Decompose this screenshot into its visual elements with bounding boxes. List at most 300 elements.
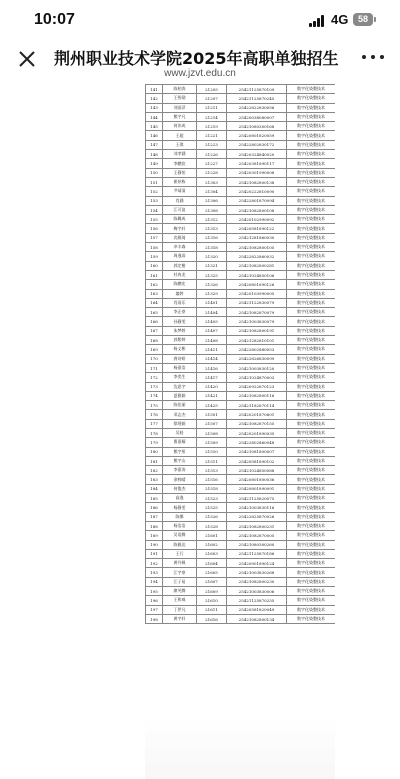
- student-name: 黄丹枫: [163, 559, 197, 568]
- major: 数字化染整技术: [287, 410, 336, 419]
- table-row: [146, 131, 336, 140]
- student-name: 杨浩浩: [163, 521, 197, 530]
- table-row: [146, 224, 336, 233]
- registration-id: 25421125870255: [227, 596, 287, 605]
- table-row: [146, 280, 336, 289]
- row-number: 195: [146, 587, 163, 596]
- student-name: 余梓晴: [163, 475, 197, 484]
- student-name: 熊宇山: [163, 456, 197, 465]
- exam-number: 21304: [197, 187, 227, 196]
- row-number: 144: [146, 112, 163, 121]
- exam-number: 21518: [197, 484, 227, 493]
- exam-number: 21508: [197, 428, 227, 437]
- exam-number: 21416: [197, 363, 227, 372]
- table-row: [146, 512, 336, 521]
- student-name: 陈柏涛: [163, 85, 197, 94]
- table-row: [146, 531, 336, 540]
- student-name: 刘孝涵: [163, 150, 197, 159]
- exam-number: 21214: [197, 112, 227, 121]
- table-row: [146, 196, 336, 205]
- table-row: [146, 484, 336, 493]
- table-row: [146, 270, 336, 279]
- exam-number: 21610: [197, 596, 227, 605]
- row-number: 188: [146, 521, 163, 530]
- student-name: 翁婷: [163, 289, 197, 298]
- student-name: 周逸雨: [163, 252, 197, 261]
- student-name: 杨静雯: [163, 503, 197, 512]
- table-row: [146, 363, 336, 372]
- student-name: 李鹏宸: [163, 159, 197, 168]
- battery-icon: 58: [353, 13, 373, 26]
- student-name: 刘雨萍: [163, 103, 197, 112]
- major: 数字化染整技术: [287, 103, 336, 112]
- major: 数字化染整技术: [287, 512, 336, 521]
- major: 数字化染整技术: [287, 233, 336, 242]
- exam-number: 21408: [197, 336, 227, 345]
- registration-id: 25421122830079: [227, 298, 287, 307]
- row-number: 156: [146, 224, 163, 233]
- exam-number: 21207: [197, 94, 227, 103]
- page-title: 荆州职业技术学院2025年高职单独招生: [54, 49, 339, 68]
- table-row: [146, 410, 336, 419]
- student-name: 杨义彬: [163, 345, 197, 354]
- row-number: 162: [146, 280, 163, 289]
- major: 数字化染整技术: [287, 85, 336, 94]
- student-name: 李奕生: [163, 373, 197, 382]
- major: 数字化染整技术: [287, 345, 336, 354]
- major: 数字化染整技术: [287, 131, 336, 140]
- exam-number: 21417: [197, 373, 227, 382]
- major: 数字化染整技术: [287, 373, 336, 382]
- registration-id: 25421003830268: [227, 568, 287, 577]
- exam-number: 21313: [197, 224, 227, 233]
- major: 数字化染整技术: [287, 401, 336, 410]
- table-row: [146, 382, 336, 391]
- exam-number: 21405: [197, 317, 227, 326]
- signal-icon: [309, 15, 326, 27]
- registration-id: 25421082800230: [227, 577, 287, 586]
- registration-id: 25421003830120: [227, 363, 287, 372]
- student-name: 江可谊: [163, 205, 197, 214]
- registration-id: 25421080300260: [227, 540, 287, 549]
- registration-id: 25421182870114: [227, 401, 287, 410]
- exam-number: 21601: [197, 531, 227, 540]
- student-name: 吴桂: [163, 428, 197, 437]
- row-number: 153: [146, 196, 163, 205]
- exam-number: 21308: [197, 205, 227, 214]
- row-number: 189: [146, 531, 163, 540]
- student-name: 陈雅达: [163, 540, 197, 549]
- major: 数字化染整技术: [287, 317, 336, 326]
- registration-id: 25420301990008: [227, 168, 287, 177]
- row-number: 148: [146, 150, 163, 159]
- exam-number: 21221: [197, 131, 227, 140]
- row-number: 198: [146, 614, 163, 623]
- major: 数字化染整技术: [287, 196, 336, 205]
- registration-id: 25422826830099: [227, 354, 287, 363]
- table-row: [146, 494, 336, 503]
- student-name: 卓丰森: [163, 243, 197, 252]
- row-number: 141: [146, 85, 163, 94]
- table-row: [146, 168, 336, 177]
- student-name: 王智勋: [163, 94, 197, 103]
- registration-id: 25421082800281: [227, 261, 287, 270]
- student-name: 吴语腾: [163, 531, 197, 540]
- row-number: 191: [146, 549, 163, 558]
- major: 数字化染整技术: [287, 475, 336, 484]
- registration-id: 25420901890124: [227, 559, 287, 568]
- row-number: 168: [146, 336, 163, 345]
- table-row: [146, 233, 336, 242]
- exam-number: 21510: [197, 447, 227, 456]
- major: 数字化染整技术: [287, 447, 336, 456]
- student-name: 曹嘉耀: [163, 438, 197, 447]
- exam-number: 21509: [197, 438, 227, 447]
- registration-id: 25420222810090: [227, 187, 287, 196]
- registration-id: 25422822830056: [227, 103, 287, 112]
- registration-id: 25420801800036: [227, 475, 287, 484]
- table-row: [146, 177, 336, 186]
- major: 数字化染整技术: [287, 577, 336, 586]
- table-row: [146, 503, 336, 512]
- registration-id: 25421003830079: [227, 317, 287, 326]
- exam-number: 21320: [197, 252, 227, 261]
- table-row: [146, 252, 336, 261]
- exam-number: 21501: [197, 410, 227, 419]
- exam-number: 21607: [197, 577, 227, 586]
- table-row: [146, 336, 336, 345]
- exam-number: 21616: [197, 614, 227, 623]
- major: 数字化染整技术: [287, 596, 336, 605]
- major: 数字化染整技术: [287, 531, 336, 540]
- exam-number: 21326: [197, 280, 227, 289]
- row-number: 193: [146, 568, 163, 577]
- exam-number: 21318: [197, 243, 227, 252]
- student-name: 邓志杰: [163, 410, 197, 419]
- table-row: [146, 298, 336, 307]
- registration-id: 25421125870186: [227, 549, 287, 558]
- student-name: 杜冉龙: [163, 270, 197, 279]
- table-row: [146, 614, 336, 623]
- registration-id: 25421003830116: [227, 503, 287, 512]
- row-number: 180: [146, 447, 163, 456]
- table-row: [146, 215, 336, 224]
- row-number: 197: [146, 605, 163, 614]
- table-row: [146, 401, 336, 410]
- table-row: [146, 308, 336, 317]
- table-row: [146, 559, 336, 568]
- document-image: [145, 84, 335, 779]
- student-name: 杨嘉浩: [163, 363, 197, 372]
- table-row: [146, 428, 336, 437]
- table-row: [146, 521, 336, 530]
- registration-id: 25421082870079: [227, 308, 287, 317]
- table-row: [146, 345, 336, 354]
- table-row: [146, 587, 336, 596]
- row-number: 146: [146, 131, 163, 140]
- exam-number: 21219: [197, 122, 227, 131]
- student-name: 郭定楷: [163, 261, 197, 270]
- exam-number: 21228: [197, 168, 227, 177]
- table-row: [146, 140, 336, 149]
- table-row: [146, 326, 336, 335]
- registration-id: 25421125870109: [227, 85, 287, 94]
- student-name: 王行: [163, 549, 197, 558]
- major: 数字化染整技术: [287, 540, 336, 549]
- exam-number: 21211: [197, 103, 227, 112]
- exam-number: 21603: [197, 549, 227, 558]
- registration-id: 25420922870123: [227, 382, 287, 391]
- major: 数字化染整技术: [287, 568, 336, 577]
- registration-id: 25421024870003: [227, 373, 287, 382]
- table-row: [146, 540, 336, 549]
- row-number: 176: [146, 410, 163, 419]
- table-row: [146, 159, 336, 168]
- row-number: 196: [146, 596, 163, 605]
- row-number: 169: [146, 345, 163, 354]
- exam-number: 21329: [197, 289, 227, 298]
- more-dots-icon[interactable]: [360, 52, 386, 62]
- registration-id: 25420381890117: [227, 159, 287, 168]
- table-row: [146, 354, 336, 363]
- registration-id: 25421082870155: [227, 419, 287, 428]
- row-number: 152: [146, 187, 163, 196]
- major: 数字化染整技术: [287, 419, 336, 428]
- table-row: [146, 205, 336, 214]
- registration-id: 25421125820075: [227, 494, 287, 503]
- exam-number: 21516: [197, 475, 227, 484]
- registration-id: 25420801890091: [227, 484, 287, 493]
- major: 数字化染整技术: [287, 159, 336, 168]
- row-number: 147: [146, 140, 163, 149]
- row-number: 159: [146, 252, 163, 261]
- exam-number: 21511: [197, 456, 227, 465]
- major: 数字化染整技术: [287, 559, 336, 568]
- student-name: 王琪: [163, 140, 197, 149]
- row-number: 150: [146, 168, 163, 177]
- major: 数字化染整技术: [287, 382, 336, 391]
- registration-id: 25420581820049: [227, 605, 287, 614]
- major: 数字化染整技术: [287, 280, 336, 289]
- major: 数字化染整技术: [287, 215, 336, 224]
- major: 数字化染整技术: [287, 391, 336, 400]
- exam-number: 21421: [197, 391, 227, 400]
- status-bar: [0, 0, 400, 44]
- exam-number: 21401: [197, 298, 227, 307]
- major: 数字化染整技术: [287, 289, 336, 298]
- exam-number: 21605: [197, 568, 227, 577]
- major: 数字化染整技术: [287, 428, 336, 437]
- registration-id: 25422802860048: [227, 438, 287, 447]
- row-number: 173: [146, 382, 163, 391]
- major: 数字化染整技术: [287, 122, 336, 131]
- table-row: [146, 112, 336, 121]
- exam-number: 21513: [197, 466, 227, 475]
- row-number: 179: [146, 438, 163, 447]
- major: 数字化染整技术: [287, 484, 336, 493]
- exam-number: 21411: [197, 345, 227, 354]
- table-row: [146, 289, 336, 298]
- student-name: 江子易: [163, 577, 197, 586]
- student-name: 夏雅娟: [163, 391, 197, 400]
- major: 数字化染整技术: [287, 243, 336, 252]
- registration-id: 25421081800007: [227, 447, 287, 456]
- exam-number: 21226: [197, 150, 227, 159]
- browser-nav-bar: [0, 44, 400, 84]
- student-name: 熊宇彤: [163, 447, 197, 456]
- registration-id: 25420324840020: [227, 150, 287, 159]
- major: 数字化染整技术: [287, 177, 336, 186]
- major: 数字化染整技术: [287, 140, 336, 149]
- exam-number: 21325: [197, 270, 227, 279]
- registration-id: 25420581890122: [227, 224, 287, 233]
- student-name: 崔炫栋: [163, 177, 197, 186]
- registration-id: 25421082800134: [227, 614, 287, 623]
- registration-id: 25421082800108: [227, 205, 287, 214]
- table-row: [146, 85, 336, 94]
- row-number: 163: [146, 289, 163, 298]
- exam-number: 21404: [197, 308, 227, 317]
- exam-number: 21303: [197, 177, 227, 186]
- registration-id: 25422802880053: [227, 345, 287, 354]
- table-row: [146, 456, 336, 465]
- admission-table: [145, 84, 335, 624]
- registration-id: 25421080300168: [227, 122, 287, 131]
- major: 数字化染整技术: [287, 205, 336, 214]
- student-name: 熊宇凡: [163, 112, 197, 121]
- registration-id: 25420102990092: [227, 215, 287, 224]
- registration-id: 25421003830006: [227, 587, 287, 596]
- row-number: 151: [146, 177, 163, 186]
- student-name: 宾殿琦: [163, 233, 197, 242]
- student-name: 沈思宇: [163, 382, 197, 391]
- major: 数字化染整技术: [287, 224, 336, 233]
- student-name: 陈佳丽: [163, 401, 197, 410]
- table-row: [146, 605, 336, 614]
- row-number: 184: [146, 484, 163, 493]
- registration-id: 25420801820059: [227, 131, 287, 140]
- row-number: 145: [146, 122, 163, 131]
- table-row: [146, 187, 336, 196]
- student-name: 何俊杰: [163, 484, 197, 493]
- major: 数字化染整技术: [287, 298, 336, 307]
- exam-number: 21611: [197, 605, 227, 614]
- table-row: [146, 447, 336, 456]
- row-number: 164: [146, 298, 163, 307]
- exam-number: 21604: [197, 559, 227, 568]
- page-shadow: [145, 719, 335, 779]
- major: 数字化染整技术: [287, 168, 336, 177]
- major: 数字化染整技术: [287, 187, 336, 196]
- major: 数字化染整技术: [287, 150, 336, 159]
- exam-number: 21602: [197, 540, 227, 549]
- page-url: www.jzvt.edu.cn: [164, 68, 236, 79]
- row-number: 155: [146, 215, 163, 224]
- row-number: 192: [146, 559, 163, 568]
- table-row: [146, 243, 336, 252]
- row-number: 183: [146, 475, 163, 484]
- row-number: 158: [146, 243, 163, 252]
- registration-id: 25420103990005: [227, 289, 287, 298]
- exam-number: 21525: [197, 503, 227, 512]
- student-name: 李嘉涛: [163, 466, 197, 475]
- table-row: [146, 475, 336, 484]
- row-number: 174: [146, 391, 163, 400]
- major: 数字化染整技术: [287, 261, 336, 270]
- table-row: [146, 568, 336, 577]
- table-row: [146, 438, 336, 447]
- registration-id: 25421125870245: [227, 94, 287, 103]
- registration-id: 25422825870026: [227, 512, 287, 521]
- registration-id: 25420201870601: [227, 410, 287, 419]
- table-row: [146, 596, 336, 605]
- major: 数字化染整技术: [287, 354, 336, 363]
- row-number: 187: [146, 512, 163, 521]
- major: 数字化染整技术: [287, 252, 336, 261]
- row-number: 170: [146, 354, 163, 363]
- row-number: 186: [146, 503, 163, 512]
- student-name: 龚诗妍: [163, 354, 197, 363]
- exam-number: 21609: [197, 587, 227, 596]
- registration-id: 25421281860030: [227, 233, 287, 242]
- registration-id: 25421082870005: [227, 531, 287, 540]
- major: 数字化染整技术: [287, 363, 336, 372]
- table-row: [146, 466, 336, 475]
- student-name: 肖雨乐: [163, 298, 197, 307]
- row-number: 178: [146, 428, 163, 437]
- table-row: [146, 373, 336, 382]
- registration-id: 25420038080007: [227, 112, 287, 121]
- exam-number: 21425: [197, 401, 227, 410]
- registration-id: 25421082800231: [227, 521, 287, 530]
- major: 数字化染整技术: [287, 112, 336, 121]
- exam-number: 21316: [197, 233, 227, 242]
- major: 数字化染整技术: [287, 466, 336, 475]
- row-number: 154: [146, 205, 163, 214]
- row-number: 172: [146, 373, 163, 382]
- major: 数字化染整技术: [287, 308, 336, 317]
- major: 数字化染整技术: [287, 456, 336, 465]
- major: 数字化染整技术: [287, 326, 336, 335]
- row-number: 149: [146, 159, 163, 168]
- student-name: 高逸: [163, 494, 197, 503]
- row-number: 190: [146, 540, 163, 549]
- student-name: 王和威: [163, 596, 197, 605]
- registration-id: 25422802830172: [227, 140, 287, 149]
- major: 数字化染整技术: [287, 270, 336, 279]
- major: 数字化染整技术: [287, 614, 336, 623]
- exam-number: 21321: [197, 261, 227, 270]
- student-name: 廖芙腾: [163, 587, 197, 596]
- student-name: 徐瑶娟: [163, 419, 197, 428]
- table-row: [146, 94, 336, 103]
- table-row: [146, 317, 336, 326]
- table-row: [146, 549, 336, 558]
- row-number: 185: [146, 494, 163, 503]
- exam-number: 21507: [197, 419, 227, 428]
- student-name: 李正豪: [163, 308, 197, 317]
- row-number: 157: [146, 233, 163, 242]
- registration-id: 25420581890102: [227, 456, 287, 465]
- student-name: 何沐成: [163, 122, 197, 131]
- registration-id: 25421082800105: [227, 243, 287, 252]
- row-number: 166: [146, 317, 163, 326]
- exam-number: 21414: [197, 354, 227, 363]
- registration-id: 25421282810101: [227, 336, 287, 345]
- exam-number: 21407: [197, 326, 227, 335]
- major: 数字化染整技术: [287, 503, 336, 512]
- row-number: 194: [146, 577, 163, 586]
